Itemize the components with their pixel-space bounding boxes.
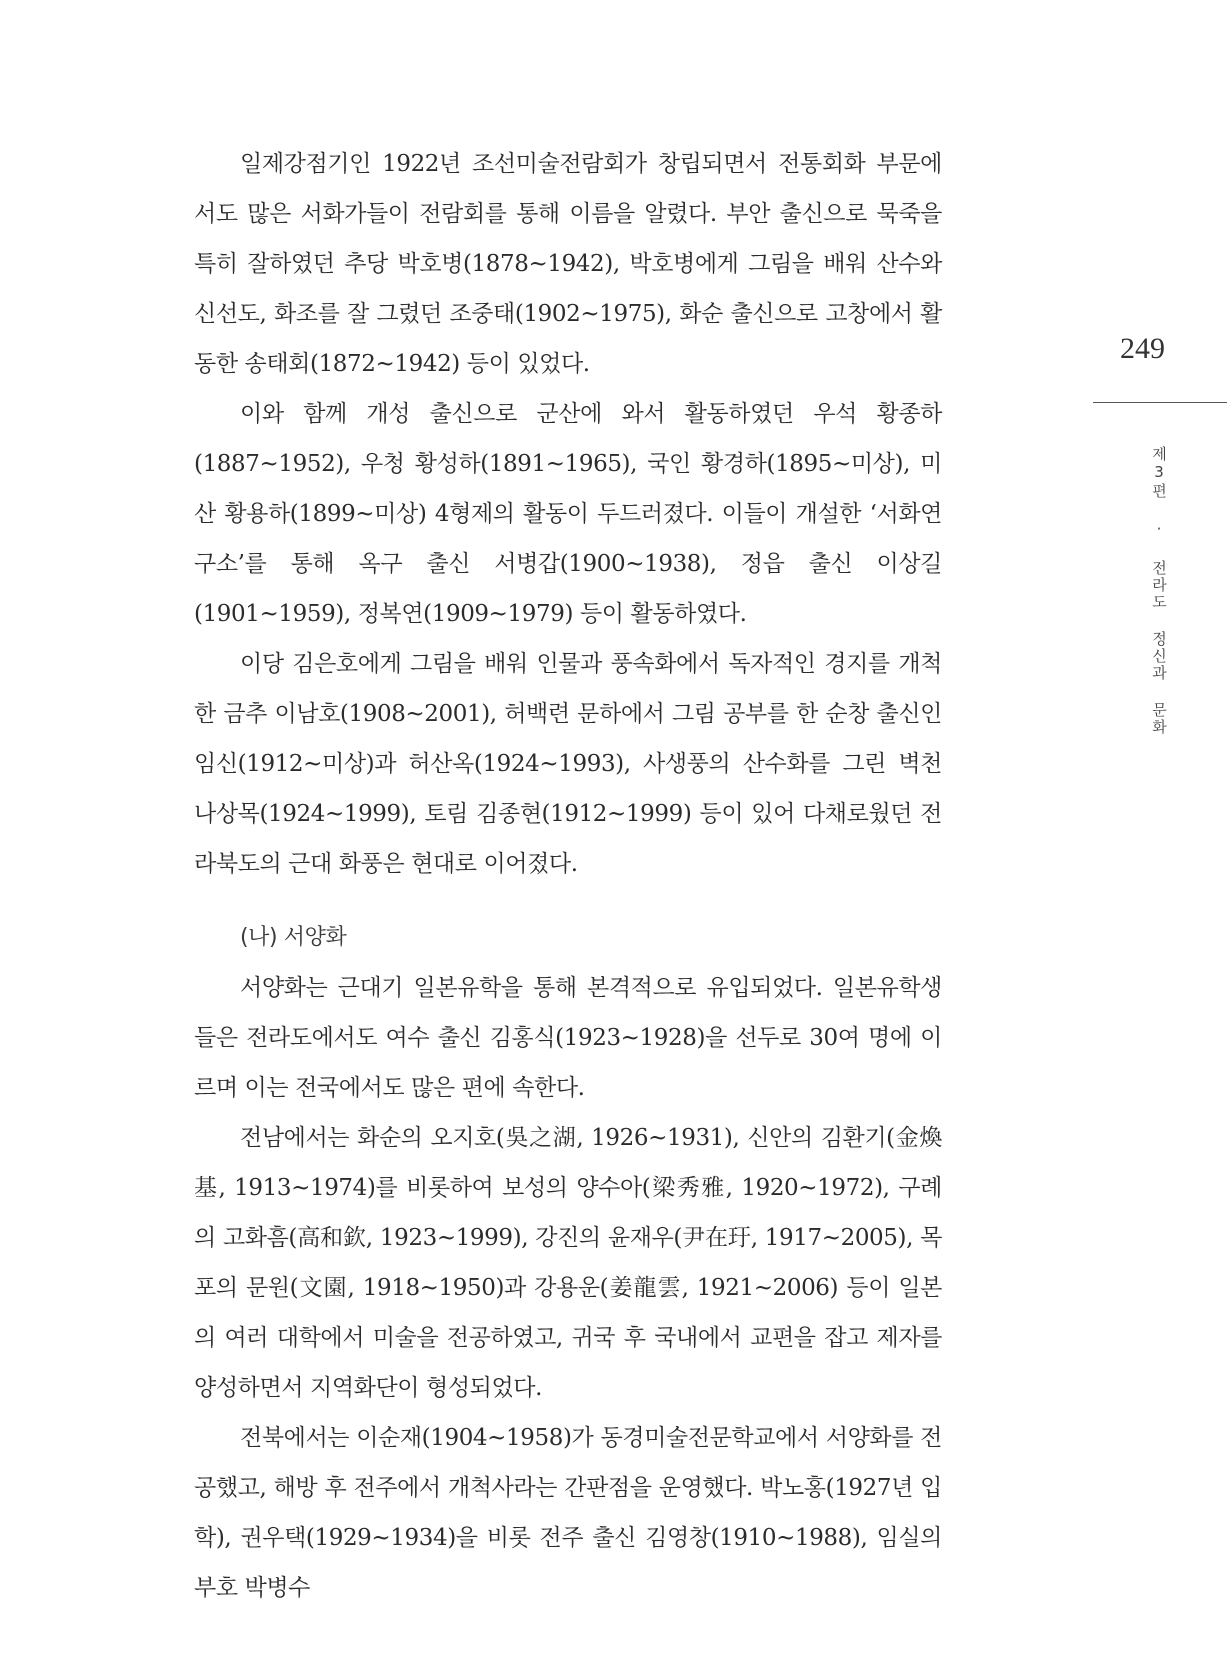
paragraph: 일제강점기인 1922년 조선미술전람회가 창립되면서 전통회화 부문에서도 많은 서화가들이 전람회를 통해 이름을 알렸다. 부안 출신으로 묵죽을 특히 잘하였던 추당 박호병(1878~1942), 박호병에게 그림을 배워 산수와 신선도, 화조를 잘 그렸던 조중태(1902~1975), 화순 출신으로 고창에서 활동한 송태회(1872~1942) 등이 있었다. [194,151,942,377]
header-divider [1093,402,1227,403]
page-number: 249 [1120,332,1165,365]
paragraph: 이와 함께 개성 출신으로 군산에 와서 활동하였던 우석 황종하(1887~1952), 우청 황성하(1891~1965), 국인 황경하(1895~미상), 미산 황용하(1899~미상) 4형제의 활동이 두드러졌다. 이들이 개설한 ‘서화연구소’를 통해 옥구 출신 서병갑(1900~1938), 정읍 출신 이상길(1901~1959), 정복연(1909~1979) 등이 활동하였다. [194,401,942,627]
section-heading: (나) 서양화 [240,925,347,950]
paragraph: 서양화는 근대기 일본유학을 통해 본격적으로 유입되었다. 일본유학생들은 전라도에서도 여수 출신 김홍식(1923~1928)을 선두로 30여 명에 이르며 이는 전국에서도 많은 편에 속한다. [194,975,942,1101]
body-text-lower [194,913,942,1613]
paragraph: 전북에서는 이순재(1904~1958)가 동경미술전문학교에서 서양화를 전공했고, 해방 후 전주에서 개척사라는 간판점을 운영했다. 박노홍(1927년 입학), 권우택(1929~1934)을 비롯 전주 출신 김영창(1910~1988), 임실의 부호 박병수 [194,1425,942,1601]
body-text-upper [194,139,942,889]
running-head: 제3편 · 전라도 정신과 문화 [1150,446,1168,736]
paragraph: 전남에서는 화순의 오지호(吳之湖, 1926~1931), 신안의 김환기(金煥基, 1913~1974)를 비롯하여 보성의 양수아(梁秀雅, 1920~1972), 구례의 고화흠(高和欽, 1923~1999), 강진의 윤재우(尹在玗, 1917~2005), 목포의 문원(文園, 1918~1950)과 강용운(姜龍雲, 1921~2006) 등이 일본의 여러 대학에서 미술을 전공하였고, 귀국 후 국내에서 교편을 잡고 제자를 양성하면서 지역화단이 형성되었다. [194,1125,942,1401]
paragraph: 이당 김은호에게 그림을 배워 인물과 풍속화에서 독자적인 경지를 개척한 금추 이남호(1908~2001), 허백련 문하에서 그림 공부를 한 순창 출신인 임신(1912~미상)과 허산옥(1924~1993), 사생풍의 산수화를 그린 벽천 나상목(1924~1999), 토림 김종현(1912~1999) 등이 있어 다채로웠던 전라북도의 근대 화풍은 현대로 이어졌다. [194,651,942,877]
